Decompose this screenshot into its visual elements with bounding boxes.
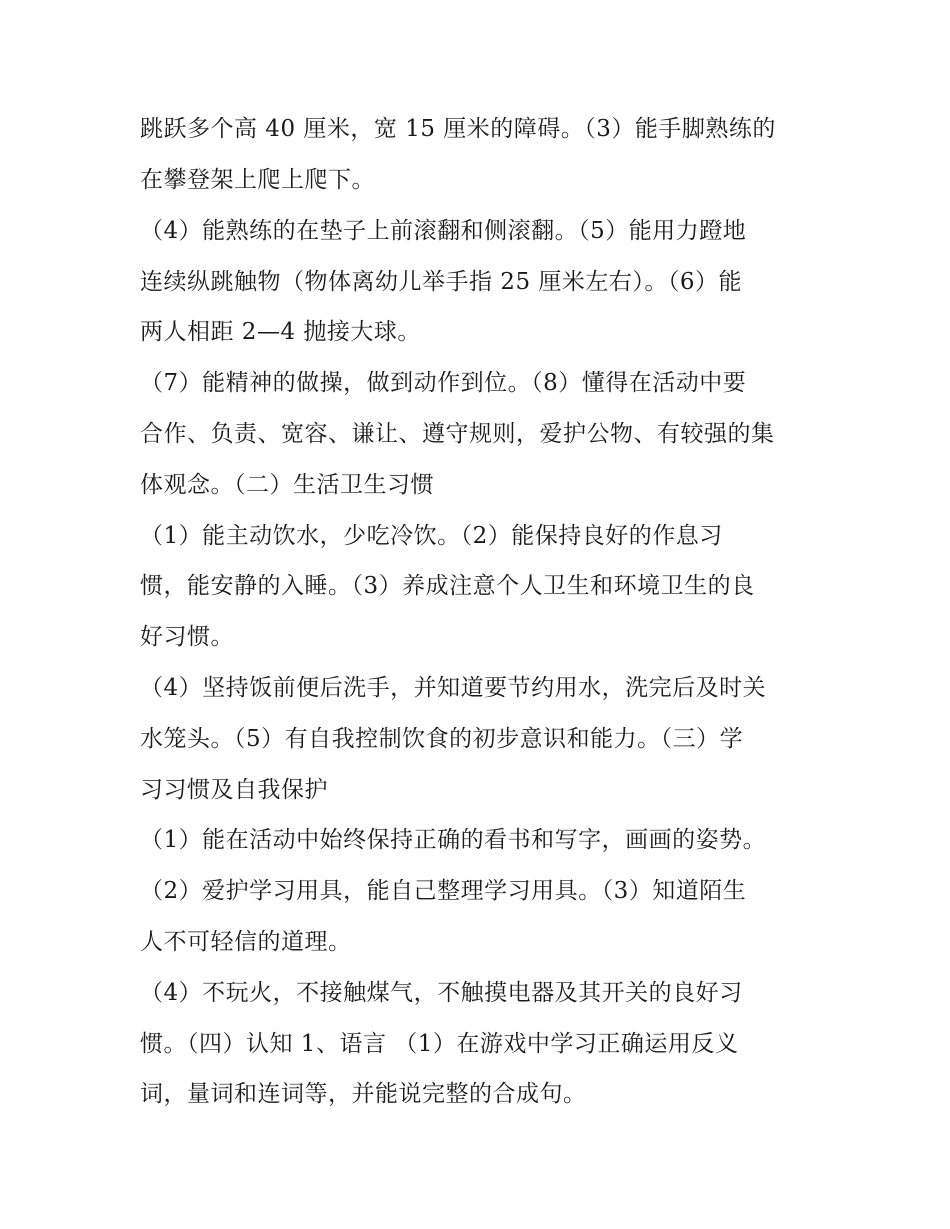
text-line: 两人相距 2—4 抛接大球。 [140, 319, 421, 345]
text-line: 水笼头。（5）有自我控制饮食的初步意识和能力。（三）学 [140, 726, 744, 752]
text-line: 惯。（四）认知 1、语言 （1）在游戏中学习正确运用反义 [140, 1031, 739, 1057]
text-line: （4）不玩火，不接触煤气，不触摸电器及其开关的良好习 [140, 980, 743, 1006]
text-line: 习习惯及自我保护 [140, 777, 328, 803]
text-line: 连续纵跳触物（物体离幼儿举手指 25 厘米左右）。（6）能 [140, 269, 743, 295]
text-line: （4）能熟练的在垫子上前滚翻和侧滚翻。（5）能用力蹬地 [140, 218, 747, 244]
text-line: （2）爱护学习用具，能自己整理学习用具。（3）知道陌生 [140, 878, 747, 904]
text-line: 词，量词和连词等，并能说完整的合成句。 [140, 1081, 587, 1107]
text-line: 惯，能安静的入睡。（3）养成注意个人卫生和环境卫生的良 [140, 573, 755, 599]
text-line: 在攀登架上爬上爬下。 [140, 167, 375, 193]
text-line: （4）坚持饭前便后洗手，并知道要节约用水，洗完后及时关 [140, 675, 767, 701]
text-line: （1）能主动饮水，少吃冷饮。（2）能保持良好的作息习 [140, 523, 723, 549]
text-line: （1）能在活动中始终保持正确的看书和写字，画画的姿势。 [140, 827, 767, 853]
text-line: 好习惯。 [140, 624, 234, 650]
text-line: 跳跃多个高 40 厘米，宽 15 厘米的障碍。（3）能手脚熟练的 [140, 116, 776, 142]
text-line: （7）能精神的做操，做到动作到位。（8）懂得在活动中要 [140, 370, 747, 396]
text-line: 人不可轻信的道理。 [140, 929, 352, 955]
text-line: 合作、负责、宽容、谦让、遵守规则，爱护公物、有较强的集 [140, 421, 775, 447]
text-line: 体观念。（二）生活卫生习惯 [140, 472, 434, 498]
